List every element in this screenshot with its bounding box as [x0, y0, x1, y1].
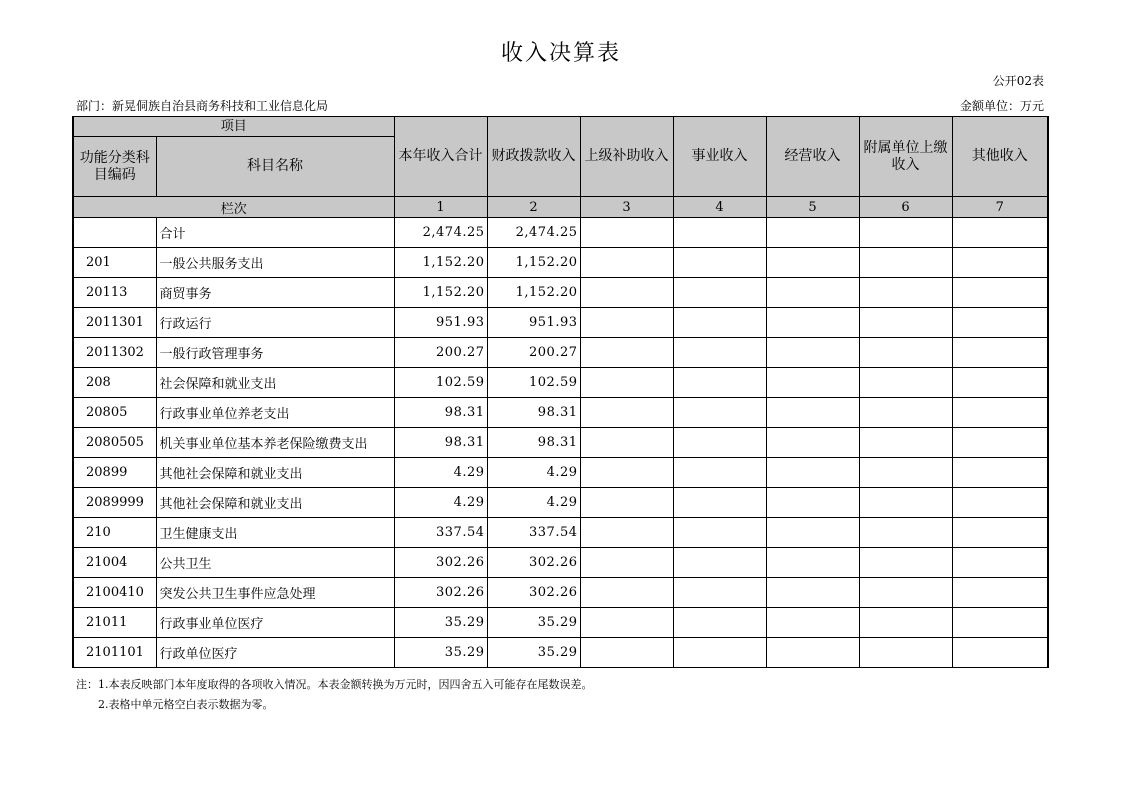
cell-upper	[580, 458, 673, 488]
table-row	[73, 308, 1048, 338]
header-fiscal: 财政拨款收入	[487, 117, 580, 197]
cell-other	[952, 608, 1048, 638]
header-row-1	[73, 117, 1048, 137]
cell-subject-name: 社会保障和就业支出	[156, 368, 394, 398]
cell-operating	[766, 608, 859, 638]
cell-business	[673, 218, 766, 248]
cell-business	[673, 458, 766, 488]
cell-other	[952, 368, 1048, 398]
cell-upper	[580, 218, 673, 248]
cell-upper	[580, 338, 673, 368]
header-operating: 经营收入	[766, 117, 859, 197]
note-1: 注：1.本表反映部门本年度取得的各项收入情况。本表金额转换为万元时，因四舍五入可能存在尾数误差。	[76, 678, 593, 691]
cell-affiliate	[859, 518, 952, 548]
cell-subject-name: 机关事业单位基本养老保险缴费支出	[156, 428, 394, 458]
col-index: 4	[673, 197, 766, 218]
cell-affiliate	[859, 458, 952, 488]
cell-total: 1,152.20	[394, 248, 487, 278]
header-func-code: 功能分类科目编码	[73, 137, 156, 197]
cell-subject-name: 卫生健康支出	[156, 518, 394, 548]
cell-business	[673, 278, 766, 308]
cell-subject-name: 其他社会保障和就业支出	[156, 458, 394, 488]
cell-affiliate	[859, 428, 952, 458]
cell-code: 2100410	[73, 578, 156, 608]
table-row	[73, 368, 1048, 398]
cell-code: 2080505	[73, 428, 156, 458]
cell-affiliate	[859, 368, 952, 398]
cell-fiscal: 337.54	[487, 518, 580, 548]
cell-upper	[580, 518, 673, 548]
cell-fiscal: 98.31	[487, 428, 580, 458]
cell-upper	[580, 488, 673, 518]
cell-business	[673, 608, 766, 638]
cell-fiscal: 4.29	[487, 458, 580, 488]
header-upper: 上级补助收入	[580, 117, 673, 197]
cell-fiscal: 1,152.20	[487, 278, 580, 308]
table-row	[73, 638, 1048, 668]
cell-business	[673, 308, 766, 338]
cell-code: 201	[73, 248, 156, 278]
cell-affiliate	[859, 308, 952, 338]
cell-subject-name: 其他社会保障和就业支出	[156, 488, 394, 518]
cell-operating	[766, 248, 859, 278]
cell-total: 98.31	[394, 428, 487, 458]
cell-other	[952, 338, 1048, 368]
cell-total: 302.26	[394, 548, 487, 578]
cell-total: 951.93	[394, 308, 487, 338]
cell-total: 98.31	[394, 398, 487, 428]
cell-business	[673, 518, 766, 548]
table-code: 公开02表	[992, 74, 1044, 88]
cell-other	[952, 578, 1048, 608]
cell-affiliate	[859, 218, 952, 248]
cell-business	[673, 248, 766, 278]
cell-fiscal: 951.93	[487, 308, 580, 338]
cell-code: 21011	[73, 608, 156, 638]
cell-code: 2011301	[73, 308, 156, 338]
cell-business	[673, 368, 766, 398]
cell-code: 208	[73, 368, 156, 398]
header-project: 项目	[73, 117, 394, 137]
col-index: 7	[952, 197, 1048, 218]
note-2: 2.表格中单元格空白表示数据为零。	[98, 698, 274, 711]
cell-fiscal: 1,152.20	[487, 248, 580, 278]
cell-operating	[766, 368, 859, 398]
cell-code: 21004	[73, 548, 156, 578]
index-row	[73, 197, 1048, 218]
cell-business	[673, 578, 766, 608]
cell-affiliate	[859, 608, 952, 638]
cell-fiscal: 200.27	[487, 338, 580, 368]
cell-operating	[766, 398, 859, 428]
table-row	[73, 518, 1048, 548]
header-affiliate: 附属单位上缴收入	[859, 117, 952, 197]
cell-other	[952, 428, 1048, 458]
cell-operating	[766, 218, 859, 248]
cell-affiliate	[859, 278, 952, 308]
table-row	[73, 338, 1048, 368]
cell-operating	[766, 578, 859, 608]
col-index: 3	[580, 197, 673, 218]
cell-fiscal: 35.29	[487, 638, 580, 668]
cell-operating	[766, 488, 859, 518]
amount-unit-label: 金额单位：万元	[959, 99, 1044, 113]
cell-business	[673, 428, 766, 458]
cell-affiliate	[859, 488, 952, 518]
cell-subject-name: 一般公共服务支出	[156, 248, 394, 278]
cell-code: 20113	[73, 278, 156, 308]
table-row	[73, 218, 1048, 248]
table-row	[73, 578, 1048, 608]
cell-operating	[766, 638, 859, 668]
cell-other	[952, 638, 1048, 668]
cell-other	[952, 518, 1048, 548]
cell-business	[673, 638, 766, 668]
cell-upper	[580, 278, 673, 308]
cell-other	[952, 458, 1048, 488]
cell-subject-name: 行政单位医疗	[156, 638, 394, 668]
cell-fiscal: 35.29	[487, 608, 580, 638]
header-total: 本年收入合计	[394, 117, 487, 197]
cell-other	[952, 488, 1048, 518]
table-row	[73, 548, 1048, 578]
cell-total: 35.29	[394, 638, 487, 668]
income-table	[72, 116, 1049, 668]
cell-total: 200.27	[394, 338, 487, 368]
cell-upper	[580, 308, 673, 338]
cell-other	[952, 278, 1048, 308]
cell-code	[73, 218, 156, 248]
cell-other	[952, 398, 1048, 428]
cell-fiscal: 302.26	[487, 578, 580, 608]
cell-code: 2011302	[73, 338, 156, 368]
cell-business	[673, 488, 766, 518]
cell-other	[952, 218, 1048, 248]
table-row	[73, 458, 1048, 488]
cell-code: 210	[73, 518, 156, 548]
header-other: 其他收入	[952, 117, 1048, 197]
cell-code: 2089999	[73, 488, 156, 518]
cell-other	[952, 248, 1048, 278]
cell-subject-name: 商贸事务	[156, 278, 394, 308]
cell-total: 1,152.20	[394, 278, 487, 308]
cell-operating	[766, 548, 859, 578]
cell-total: 102.59	[394, 368, 487, 398]
cell-upper	[580, 368, 673, 398]
col-index: 5	[766, 197, 859, 218]
col-index: 2	[487, 197, 580, 218]
table-row	[73, 608, 1048, 638]
cell-fiscal: 4.29	[487, 488, 580, 518]
cell-operating	[766, 458, 859, 488]
cell-affiliate	[859, 248, 952, 278]
cell-affiliate	[859, 398, 952, 428]
cell-code: 20805	[73, 398, 156, 428]
cell-total: 2,474.25	[394, 218, 487, 248]
cell-upper	[580, 548, 673, 578]
cell-operating	[766, 338, 859, 368]
header-business: 事业收入	[673, 117, 766, 197]
cell-subject-name: 行政运行	[156, 308, 394, 338]
cell-affiliate	[859, 548, 952, 578]
cell-total: 337.54	[394, 518, 487, 548]
cell-total: 35.29	[394, 608, 487, 638]
page-title: 收入决算表	[500, 41, 621, 66]
cell-business	[673, 548, 766, 578]
cell-upper	[580, 398, 673, 428]
cell-subject-name: 行政事业单位养老支出	[156, 398, 394, 428]
cell-affiliate	[859, 578, 952, 608]
cell-affiliate	[859, 338, 952, 368]
cell-total: 4.29	[394, 458, 487, 488]
col-index: 1	[394, 197, 487, 218]
cell-fiscal: 102.59	[487, 368, 580, 398]
cell-operating	[766, 428, 859, 458]
header-lanci: 栏次	[73, 197, 394, 218]
cell-code: 2101101	[73, 638, 156, 668]
cell-fiscal: 302.26	[487, 548, 580, 578]
cell-other	[952, 548, 1048, 578]
cell-upper	[580, 248, 673, 278]
cell-upper	[580, 578, 673, 608]
cell-upper	[580, 608, 673, 638]
cell-affiliate	[859, 638, 952, 668]
cell-business	[673, 398, 766, 428]
cell-operating	[766, 278, 859, 308]
cell-upper	[580, 428, 673, 458]
header-subject-name: 科目名称	[156, 137, 394, 197]
cell-subject-name: 行政事业单位医疗	[156, 608, 394, 638]
cell-subject-name: 合计	[156, 218, 394, 248]
cell-total: 302.26	[394, 578, 487, 608]
table-row	[73, 488, 1048, 518]
table-row	[73, 278, 1048, 308]
cell-total: 4.29	[394, 488, 487, 518]
cell-subject-name: 公共卫生	[156, 548, 394, 578]
table-row	[73, 398, 1048, 428]
cell-operating	[766, 518, 859, 548]
cell-upper	[580, 638, 673, 668]
table-row	[73, 248, 1048, 278]
col-index: 6	[859, 197, 952, 218]
table-row	[73, 428, 1048, 458]
cell-operating	[766, 308, 859, 338]
department-label: 部门：新晃侗族自治县商务科技和工业信息化局	[76, 99, 329, 113]
cell-business	[673, 338, 766, 368]
cell-fiscal: 2,474.25	[487, 218, 580, 248]
cell-code: 20899	[73, 458, 156, 488]
cell-fiscal: 98.31	[487, 398, 580, 428]
cell-other	[952, 308, 1048, 338]
cell-subject-name: 一般行政管理事务	[156, 338, 394, 368]
cell-subject-name: 突发公共卫生事件应急处理	[156, 578, 394, 608]
